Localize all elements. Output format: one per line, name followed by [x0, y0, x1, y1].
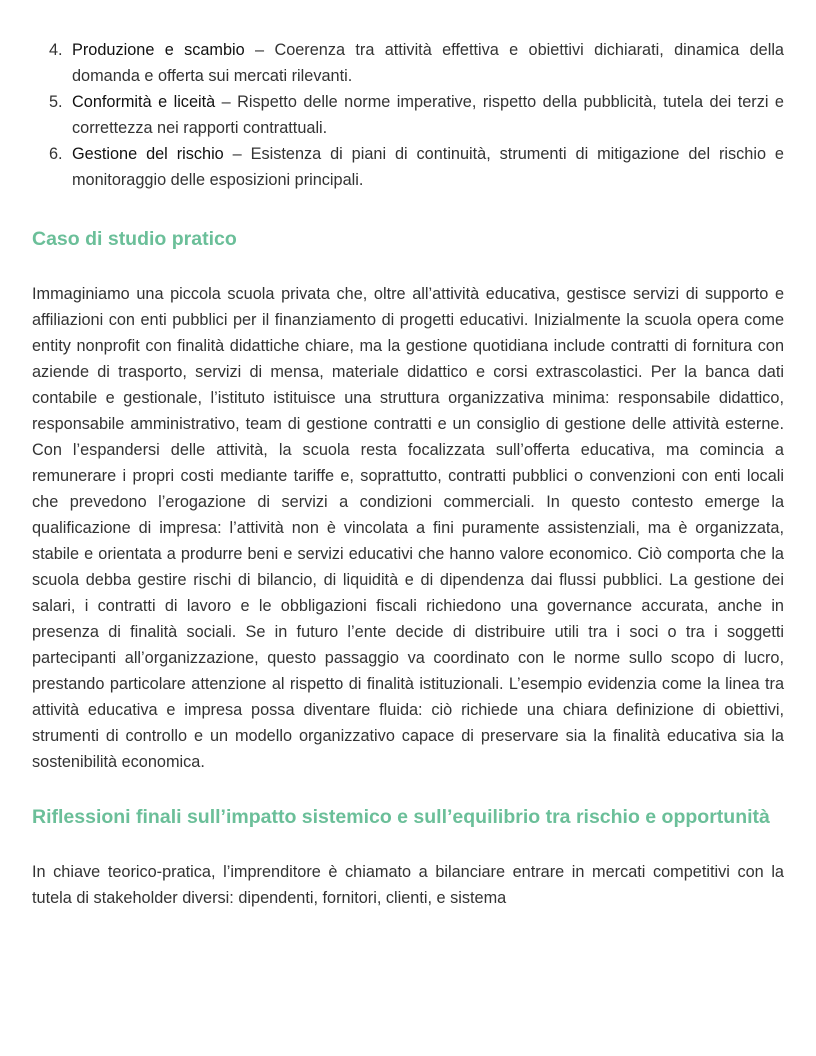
- numbered-list: [32, 0, 784, 193]
- final-reflections-paragraph: In chiave teorico-pratica, l’imprenditore è chiamato a bilanciare entrare in mercati competitivi con la tutela di stakeholder diversi: dipendenti, fornitori, clienti, e sistema: [32, 863, 784, 907]
- list-term: Produzione e scambio: [72, 41, 245, 59]
- list-item: [32, 141, 784, 193]
- list-text: – Rispetto delle norme imperative, rispetto della pubblicità, tutela dei terzi e correttezza nei rapporti contrattuali.: [72, 93, 784, 137]
- list-number: 5.: [49, 93, 63, 111]
- list-text: – Coerenza tra attività effettiva e obiettivi dichiarati, dinamica della domanda e offerta sui mercati rilevanti.: [72, 41, 784, 85]
- list-item: [32, 37, 784, 89]
- list-number: 4.: [49, 41, 63, 59]
- list-item: [32, 89, 784, 141]
- list-number: 6.: [49, 145, 63, 163]
- case-study-heading: Caso di studio pratico: [32, 228, 237, 250]
- list-term: Conformità e liceità: [72, 93, 216, 111]
- case-study-paragraph: Immaginiamo una piccola scuola privata che, oltre all’attività educativa, gestisce servizi di supporto e affiliazioni con enti pubblici per il finanziamento di progetti educativi. Inizialmente la scuola opera come entity nonprofit con finalità didattiche chiare, ma la gestione quotidiana include contratti di fornitura con aziende di trasporto, servizi di mensa, materiale didattico e corsi extrascolastici. Per la banca dati contabile e gestionale, l’istituto istituisce una struttura organizzativa minima: responsabile didattico, responsabile amministrativo, team di gestione contratti e un consiglio di gestione delle attività esterne. Con l’espandersi delle attività, la scuola resta focalizzata sull’offerta educativa, ma comincia a remunerare i propri costi mediante tariffe e, soprattutto, contratti pubblici o convenzioni con enti locali che prevedono l’erogazione di servizi a condizioni commerciali. In questo contesto emerge la qualificazione di impresa: l’attività non è vincolata a fini puramente assistenziali, ma è organizzata, stabile e orientata a produrre beni e servizi educativi che hanno valore economico. Ciò comporta che la scuola debba gestire rischi di bilancio, di liquidità e di dipendenza dai flussi pubblici. La gestione dei salari, i contratti di lavoro e le obbligazioni fiscali richiedono una governance accurata, anche in presenza di finalità sociali. Se in futuro l’ente decide di distribuire utili tra i soci o tra i soggetti partecipanti all’organizzazione, questo passaggio va coordinato con le norme sullo scopo di lucro, prestando particolare attenzione al rispetto di finalità istituzionali. L’esempio evidenzia come la linea tra attività educativa e impresa possa diventare fluida: ciò richiede una chiara definizione di obiettivi, strumenti di controllo e un modello organizzativo capace di preservare sia la finalità educativa sia la sostenibilità economica.: [32, 285, 784, 771]
- final-reflections-heading: Riflessioni finali sull’impatto sistemico e sull’equilibrio tra rischio e opportunità: [32, 806, 770, 828]
- list-term: Gestione del rischio: [72, 145, 224, 163]
- list-text: – Esistenza di piani di continuità, strumenti di mitigazione del rischio e monitoraggio delle esposizioni principali.: [72, 145, 784, 189]
